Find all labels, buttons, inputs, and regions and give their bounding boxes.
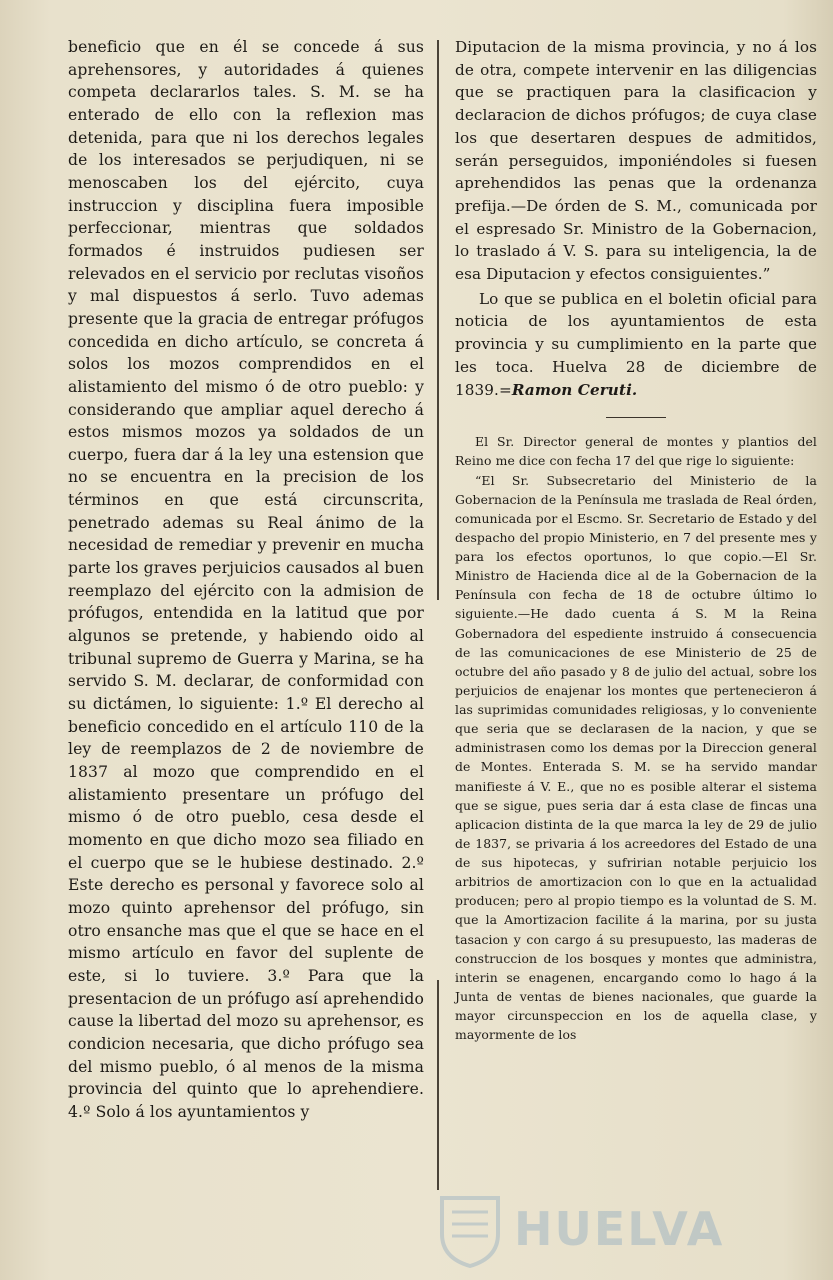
shield-icon bbox=[438, 1194, 502, 1268]
column-divider-top bbox=[437, 40, 439, 600]
second-notice-body: “El Sr. Subsecretario del Ministerio de la Gobernacion de la Península me traslada de Real órden, comunicada por el Escmo. Sr. Secretario de Estado y del despacho del propio Ministerio, en 7 del presente mes y para los efectos oportunos, lo que copio.—El Sr. Ministro de Hacienda dice al de la Gobernacion de la Península con fecha de 18 de octubre último lo siguiente.—He dado cuenta á S. M la Reina Gobernadora del espediente instruido á consecuencia de las comunicaciones de ese Ministerio de 25 de octubre del año pasado y 8 de julio del actual, sobre los perjuicios de enajenar los montes que pertenecieron á las suprimidas comunidades religiosas, y lo conveniente que seria que se declarasen de la nacion, y que se administrasen como los demas por la Direccion general de Montes. Enterada S. M. se ha servido mandar manifieste á V. E., que no es posible alterar el sistema que se sigue, pues seria dar á esta clase de fincas una aplicacion distinta de la que marca la ley de 29 de julio de 1837, se privaria á los acreedores del Estado de una de sus hipotecas, y sufririan notable perjuicio los arbitrios de amortizacion con lo que en la actualidad producen; pero al propio tiempo es la voluntad de S. M. que la Amortizacion facilite á la marina, por su justa tasacion y con cargo á su presupuesto, las maderas de construccion de los bosques y montes que administra, interin se enagenen, encargando como lo hago á la Junta de ventas de bienes nacionales, que guarde la mayor circunspeccion en los de aquella clase, y mayormente de los bbox=[455, 472, 817, 1043]
second-notice-intro: El Sr. Director general de montes y plantios del Reino me dice con fecha 17 del que rige lo siguiente: bbox=[455, 434, 817, 469]
right-column bbox=[455, 36, 817, 1044]
publication-text: Lo que se publica en el boletin oficial para noticia de los ayuntamientos de esta provincia y su cumplimiento en la parte que les toca. Huelva 28 de diciembre de 1839.= bbox=[455, 289, 817, 399]
publication-notice bbox=[455, 288, 817, 402]
archive-watermark bbox=[418, 1192, 778, 1272]
right-column-top bbox=[455, 36, 817, 401]
left-column bbox=[68, 36, 424, 1124]
signature: Ramon Ceruti. bbox=[511, 380, 638, 399]
column-divider-bottom bbox=[437, 980, 439, 1190]
second-notice bbox=[455, 432, 817, 1044]
left-column-text: beneficio que en él se concede á sus aprehensores, y autoridades á quienes competa declararlos tales. S. M. se ha enterado de ello con la reflexion mas detenida, para que ni los derechos legales de los interesados se perjudiquen, ni se menoscaben los del ejército, cuya instruccion y disciplina fuera imposible perfeccionar, mientras que soldados formados é instruidos pudiesen ser relevados en el servicio por reclutas visoños y mal dispuestos á serlo. Tuvo ademas presente que la gracia de entregar prófugos concedida en dicho artículo, se concreta á solos los mozos comprendidos en el alistamiento del mismo ó de otro pueblo: y considerando que ampliar aquel derecho á estos mismos mozos ya soldados de un cuerpo, fuera dar á la ley una estension que no se encuentra en la precision de los términos en que está circunscrita, penetrado ademas su Real ánimo de la necesidad de remediar y prevenir en mucha parte los graves perjuicios causados al buen reemplazo del ejército con la admision de prófugos, entendida en la latitud que por algunos se pretende, y habiendo oido al tribunal supremo de Guerra y Marina, se ha servido S. M. declarar, de conformidad con su dictámen, lo siguiente: 1.º El derecho al beneficio concedido en el artículo 110 de la ley de reemplazos de 2 de noviembre de 1837 al mozo que comprendido en el alistamiento presentare un prófugo del mismo ó de otro pueblo, cesa desde el momento en que dicho mozo sea filiado en el cuerpo que se le hubiese destinado. 2.º Este derecho es personal y favorece solo al mozo quinto aprehensor del prófugo, sin otro ensanche mas que el que se hace en el mismo artículo en favor del suplente de este, si lo tuviere. 3.º Para que la presentacion de un prófugo así aprehendido cause la libertad del mozo su aprehensor, es condicion necesaria, que dicho prófugo sea del mismo pueblo, ó al menos de la misma provincia del quinto que lo aprehendiere. 4.º Solo á los ayuntamientos y bbox=[68, 38, 424, 1121]
continuation-text: Diputacion de la misma provincia, y no á los de otra, compete intervenir en las diligencias que se practiquen para la clasificacion y declaracion de dichos prófugos; de cuya clase los que desertaren despues de admitidos, serán perseguidos, imponiéndoles si fuesen aprehendidos las penas que la ordenanza prefija.—De órden de S. M., comunicada por el espresado Sr. Ministro de la Gobernacion, lo traslado á V. S. para su inteligencia, la de esa Diputacion y efectos consiguientes.” bbox=[455, 38, 817, 284]
watermark-text: HUELVA bbox=[514, 1202, 725, 1256]
section-separator bbox=[606, 417, 666, 418]
